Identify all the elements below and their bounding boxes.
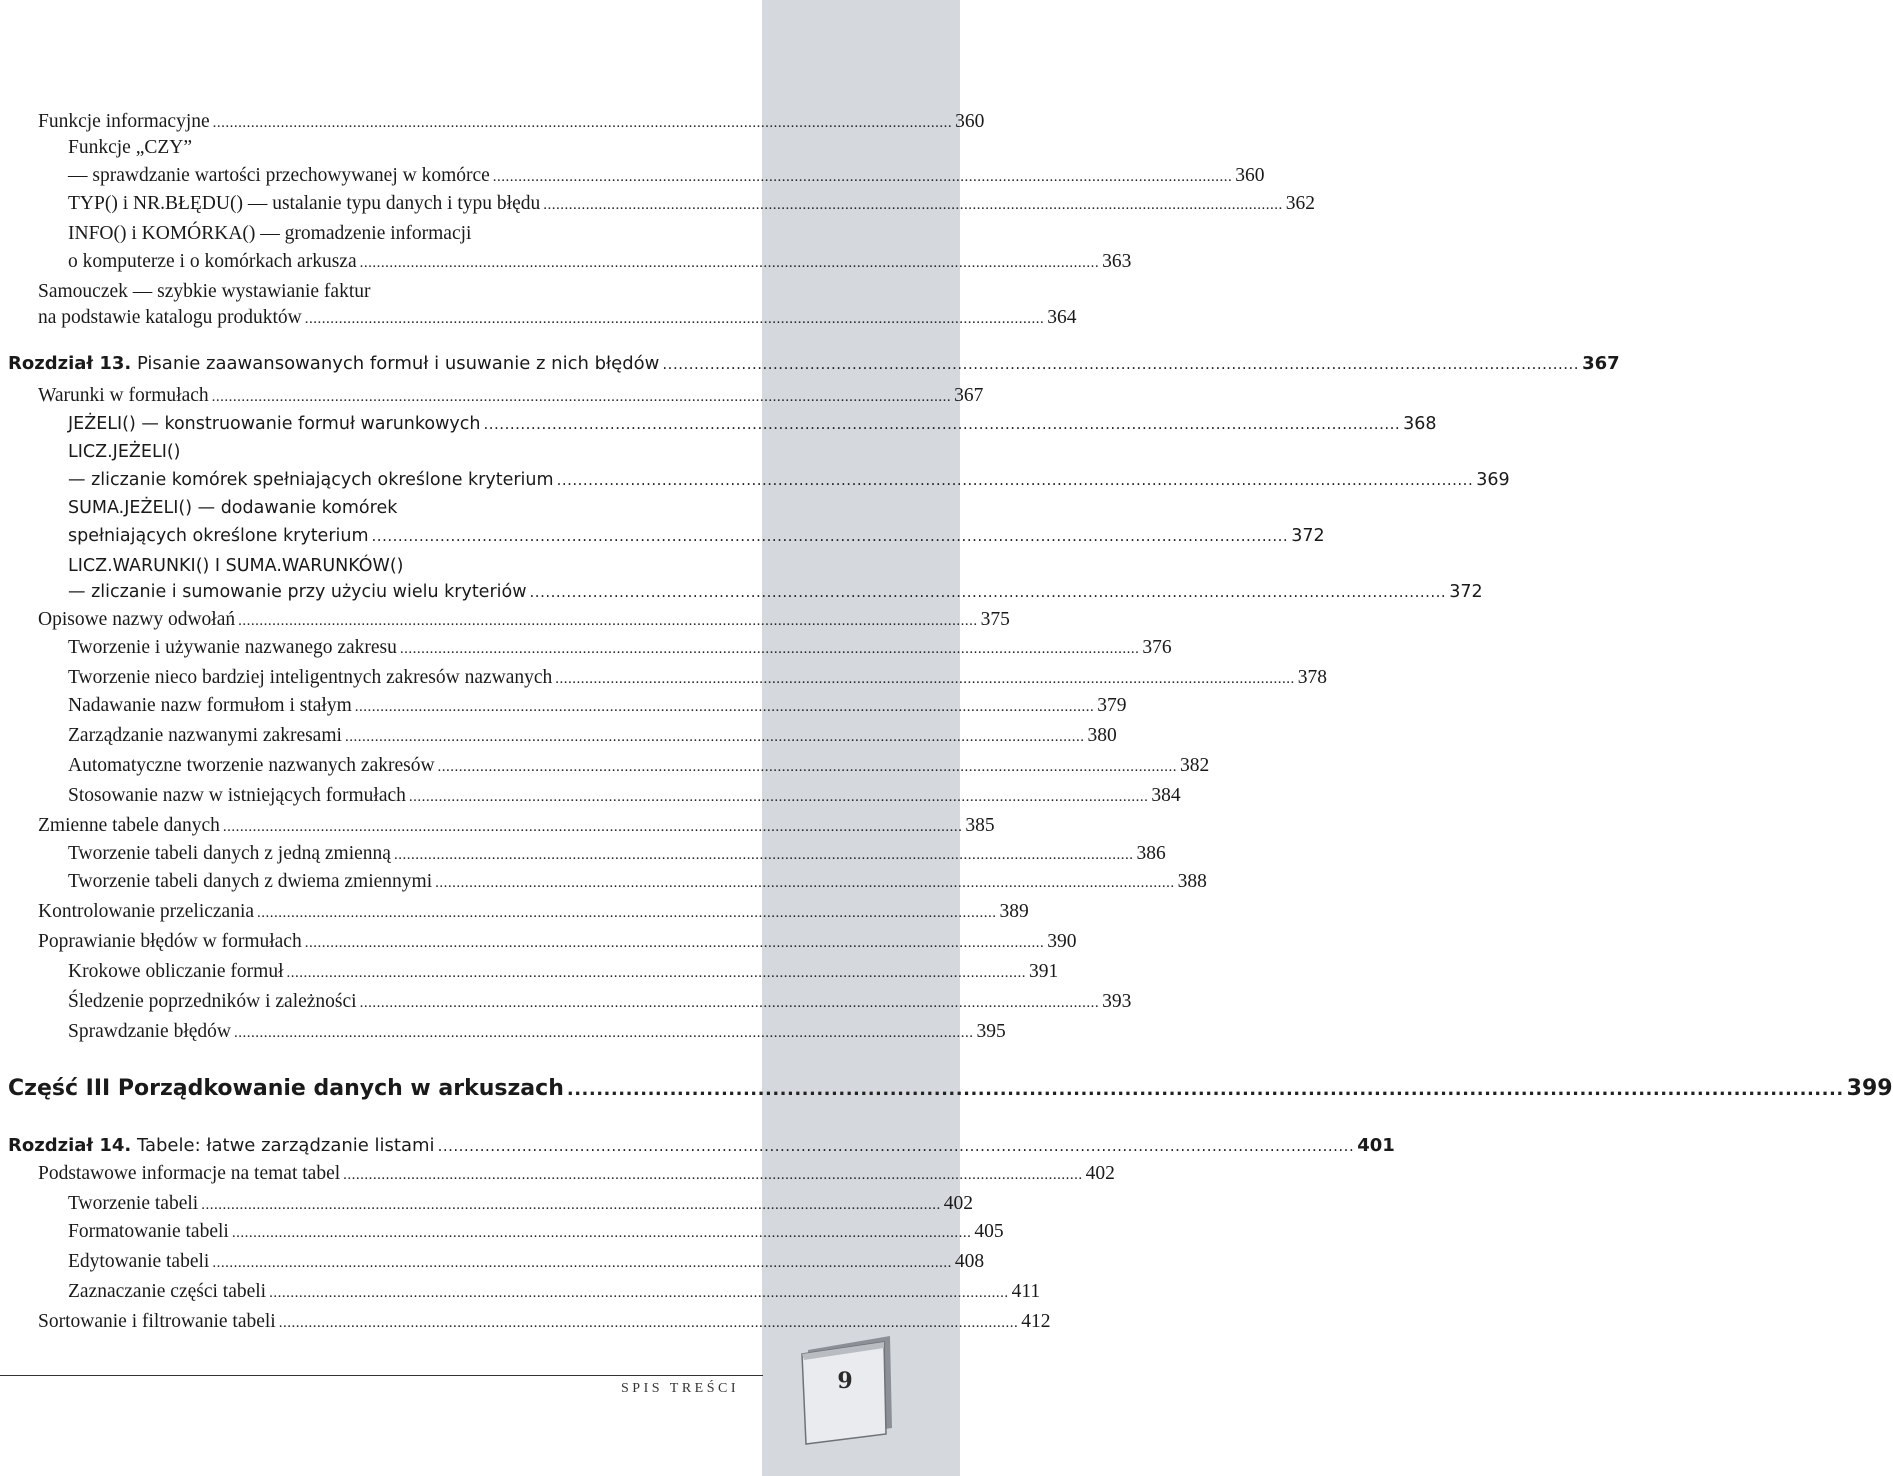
toc-entry	[68, 1280, 1041, 1304]
page-ref: 386	[1136, 843, 1166, 864]
toc-entry	[68, 554, 740, 578]
toc-entry-title: Nadawanie nazw formułom i stałym	[68, 695, 352, 716]
dot-leader: ..............................................................................................................................................................................	[304, 935, 1045, 951]
toc-entry	[68, 136, 740, 160]
toc-entry	[38, 608, 1010, 632]
toc-entry	[68, 666, 1328, 690]
chapter-label: Rozdział 13.	[8, 353, 132, 374]
toc-entry	[68, 496, 740, 520]
toc-entry-title: Podstawowe informacje na temat tabel	[38, 1163, 341, 1184]
page-ref: 412	[1021, 1311, 1051, 1332]
dot-leader: ..............................................................................................................................................................................	[359, 255, 1100, 271]
page-number: 9	[837, 1368, 853, 1394]
page-ref: 362	[1285, 193, 1316, 214]
dot-leader: ..............................................................................................................................................................................	[231, 1225, 972, 1241]
toc-entry	[38, 280, 740, 304]
toc-entry	[68, 1220, 1004, 1244]
page-ref: 378	[1297, 667, 1328, 688]
dot-leader: ..............................................................................................................................................................................	[201, 1197, 941, 1213]
page-ref: 402	[943, 1193, 973, 1214]
toc-entry-title: Część III Porządkowanie danych w arkuszach	[8, 1076, 564, 1101]
toc-entry-title: Tworzenie tabeli danych z dwiema zmiennymi	[68, 871, 433, 892]
dot-leader: ..............................................................................................................................................................................	[371, 527, 1289, 545]
page-ref: 369	[1476, 470, 1510, 490]
dot-leader: ..............................................................................................................................................................................	[257, 905, 997, 921]
toc-entry	[68, 842, 1166, 866]
toc-entry	[38, 110, 985, 134]
toc-entry-title: Sprawdzanie błędów	[68, 1021, 231, 1042]
dot-leader: ..............................................................................................................................................................................	[359, 995, 1100, 1011]
dot-leader: ..............................................................................................................................................................................	[437, 759, 1178, 775]
toc-chapter-entry	[8, 1134, 1395, 1158]
toc-chapter-entry	[8, 352, 1620, 376]
page-ref: 367	[954, 385, 984, 406]
toc-entry	[68, 222, 740, 246]
toc-entry-title: Tworzenie i używanie nazwanego zakresu	[68, 637, 397, 658]
toc-entry-title: Kontrolowanie przeliczania	[38, 901, 255, 922]
dot-leader: ..............................................................................................................................................................................	[566, 1079, 1844, 1100]
toc-entry	[68, 1020, 1006, 1044]
toc-entry	[38, 930, 1077, 954]
toc-entry	[68, 990, 1132, 1014]
toc-entry-title: JEŻELI() — konstruowanie formuł warunkowych	[68, 414, 481, 434]
page-ref: 395	[976, 1021, 1006, 1042]
toc-entry-title: Stosowanie nazw w istniejących formułach	[68, 785, 406, 806]
page-ref: 372	[1291, 526, 1325, 546]
toc-entry-title: Tworzenie tabeli danych z jedną zmienną	[68, 843, 391, 864]
toc-entry	[68, 724, 1117, 748]
dot-leader: ..............................................................................................................................................................................	[408, 789, 1149, 805]
toc-part-entry	[8, 1074, 1893, 1104]
page-ref: 376	[1142, 637, 1172, 658]
page-ref: 360	[1235, 165, 1265, 186]
toc-entry-title: Sortowanie i filtrowanie tabeli	[38, 1311, 276, 1332]
toc-entry-title: na podstawie katalogu produktów	[38, 307, 302, 328]
toc-entry	[68, 1192, 973, 1216]
toc-entry-title: Samouczek — szybkie wystawianie faktur	[38, 281, 371, 302]
toc-entry	[68, 580, 1483, 604]
toc-entry-title: Tworzenie tabeli	[68, 1193, 199, 1214]
dot-leader: ..............................................................................................................................................................................	[222, 819, 963, 835]
chapter-title: Pisanie zaawansowanych formuł i usuwanie z nich błędów	[136, 353, 660, 374]
toc-entry	[38, 814, 995, 838]
toc-entry-title: o komputerze i o komórkach arkusza	[68, 251, 357, 272]
page-ref: 401	[1357, 1135, 1395, 1156]
page-ref: 360	[955, 111, 985, 132]
toc-entry	[68, 694, 1127, 718]
toc-entry-title	[8, 352, 659, 376]
page-ref: 382	[1180, 755, 1210, 776]
toc-entry	[68, 192, 1316, 216]
toc-entry	[68, 164, 1265, 188]
dot-leader: ..............................................................................................................................................................................	[286, 965, 1027, 981]
toc-entry	[68, 960, 1059, 984]
chapter-title: Tabele: łatwe zarządzanie listami	[136, 1135, 435, 1156]
toc-entry	[68, 754, 1210, 778]
toc-entry	[68, 784, 1181, 808]
page-ref: 393	[1102, 991, 1132, 1012]
dot-leader: ..............................................................................................................................................................................	[556, 471, 1474, 489]
toc-entry-title: Warunki w formułach	[38, 385, 209, 406]
toc-entry	[38, 1310, 1051, 1334]
toc-entry-title: Zaznaczanie części tabeli	[68, 1281, 267, 1302]
toc-entry-title: — sprawdzanie wartości przechowywanej w komórce	[68, 165, 490, 186]
toc-entry	[68, 870, 1207, 894]
page-ref: 402	[1085, 1163, 1115, 1184]
toc-entry	[68, 412, 1437, 436]
running-footer-label: SPIS TREŚCI	[621, 1381, 739, 1396]
dot-leader: ..............................................................................................................................................................................	[529, 583, 1447, 601]
toc-entry-title: LICZ.WARUNKI() I SUMA.WARUNKÓW()	[68, 556, 404, 576]
page-ref: 385	[965, 815, 995, 836]
toc-entry-title: spełniających określone kryterium	[68, 526, 369, 546]
toc-entry	[68, 1250, 985, 1274]
toc-entry	[68, 524, 1325, 548]
page-ref: 390	[1047, 931, 1077, 952]
dot-leader: ..............................................................................................................................................................................	[278, 1315, 1019, 1331]
page-ref: 408	[954, 1251, 985, 1272]
toc-entry-title: Formatowanie tabeli	[68, 1221, 229, 1242]
dot-leader: ..............................................................................................................................................................................	[393, 847, 1134, 863]
page-ref: 384	[1151, 785, 1181, 806]
toc-entry	[68, 468, 1510, 492]
toc-entry-title: Edytowanie tabeli	[68, 1251, 210, 1272]
toc-entry	[38, 384, 984, 408]
toc-entry-title: Funkcje „CZY”	[68, 137, 193, 158]
page-ref: 405	[974, 1221, 1004, 1242]
toc-entry-title: SUMA.JEŻELI() — dodawanie komórek	[68, 498, 398, 518]
page-ref: 367	[1582, 353, 1620, 374]
dot-leader: ..............................................................................................................................................................................	[344, 729, 1085, 745]
toc-entry-title	[8, 1134, 435, 1158]
dot-leader: ..............................................................................................................................................................................	[492, 169, 1233, 185]
toc-entry-title: Poprawianie błędów w formułach	[38, 931, 302, 952]
page-number-badge	[800, 1336, 900, 1444]
toc-entry-title: Śledzenie poprzedników i zależności	[68, 991, 357, 1012]
page-ref: 379	[1097, 695, 1127, 716]
toc-entry-title: Automatyczne tworzenie nazwanych zakresów	[68, 755, 435, 776]
page-ref: 411	[1011, 1281, 1041, 1302]
dot-leader: ..............................................................................................................................................................................	[269, 1285, 1009, 1301]
page-ref: 368	[1403, 414, 1437, 434]
page-ref: 388	[1177, 871, 1207, 892]
toc-entry-title: Krokowe obliczanie formuł	[68, 961, 284, 982]
toc-entry-title: — zliczanie komórek spełniających określone kryterium	[68, 470, 554, 490]
toc-entry-title: Funkcje informacyjne	[38, 111, 210, 132]
dot-leader: ..............................................................................................................................................................................	[543, 197, 1283, 213]
dot-leader: ..............................................................................................................................................................................	[437, 1137, 1355, 1155]
dot-leader: ..............................................................................................................................................................................	[238, 613, 978, 629]
toc-entry-title: Opisowe nazwy odwołań	[38, 609, 236, 630]
dot-leader: ..............................................................................................................................................................................	[304, 311, 1045, 327]
toc-entry-title: Zmienne tabele danych	[38, 815, 220, 836]
page-ref: 364	[1047, 307, 1077, 328]
footer-rule	[0, 1375, 763, 1376]
page-ref: 375	[980, 609, 1010, 630]
toc-entry	[38, 306, 1077, 330]
toc-entry-title: LICZ.JEŻELI()	[68, 442, 181, 462]
page-ref: 391	[1029, 961, 1059, 982]
dot-leader: ..............................................................................................................................................................................	[662, 355, 1580, 373]
dot-leader: ..............................................................................................................................................................................	[555, 671, 1295, 687]
toc-entry	[68, 440, 740, 464]
dot-leader: ..............................................................................................................................................................................	[211, 389, 952, 405]
dot-leader: ..............................................................................................................................................................................	[483, 415, 1401, 433]
toc-entry	[68, 250, 1132, 274]
toc-entry-title: TYP() i NR.BŁĘDU() — ustalanie typu danych i typu błędu	[68, 193, 541, 214]
toc-entry	[38, 900, 1029, 924]
toc-entry-title: Zarządzanie nazwanymi zakresami	[68, 725, 342, 746]
dot-leader: ..............................................................................................................................................................................	[343, 1167, 1083, 1183]
page-ref: 380	[1087, 725, 1117, 746]
toc-entry-title: INFO() i KOMÓRKA() — gromadzenie informacji	[68, 223, 472, 244]
chapter-label: Rozdział 14.	[8, 1135, 132, 1156]
toc-entry-title: Tworzenie nieco bardziej inteligentnych zakresów nazwanych	[68, 667, 553, 688]
dot-leader: ..............................................................................................................................................................................	[354, 699, 1095, 715]
page-ref: 363	[1102, 251, 1132, 272]
toc-entry-title: — zliczanie i sumowanie przy użyciu wielu kryteriów	[68, 582, 527, 602]
page-ref: 389	[999, 901, 1029, 922]
toc-entry	[68, 636, 1172, 660]
dot-leader: ..............................................................................................................................................................................	[435, 875, 1175, 891]
toc-entry	[38, 1162, 1115, 1186]
dot-leader: ..............................................................................................................................................................................	[212, 115, 953, 131]
page-ref: 372	[1449, 582, 1483, 602]
dot-leader: ..............................................................................................................................................................................	[234, 1025, 974, 1041]
page-ref: 399	[1846, 1076, 1893, 1101]
dot-leader: ..............................................................................................................................................................................	[399, 641, 1140, 657]
dot-leader: ..............................................................................................................................................................................	[212, 1255, 952, 1271]
